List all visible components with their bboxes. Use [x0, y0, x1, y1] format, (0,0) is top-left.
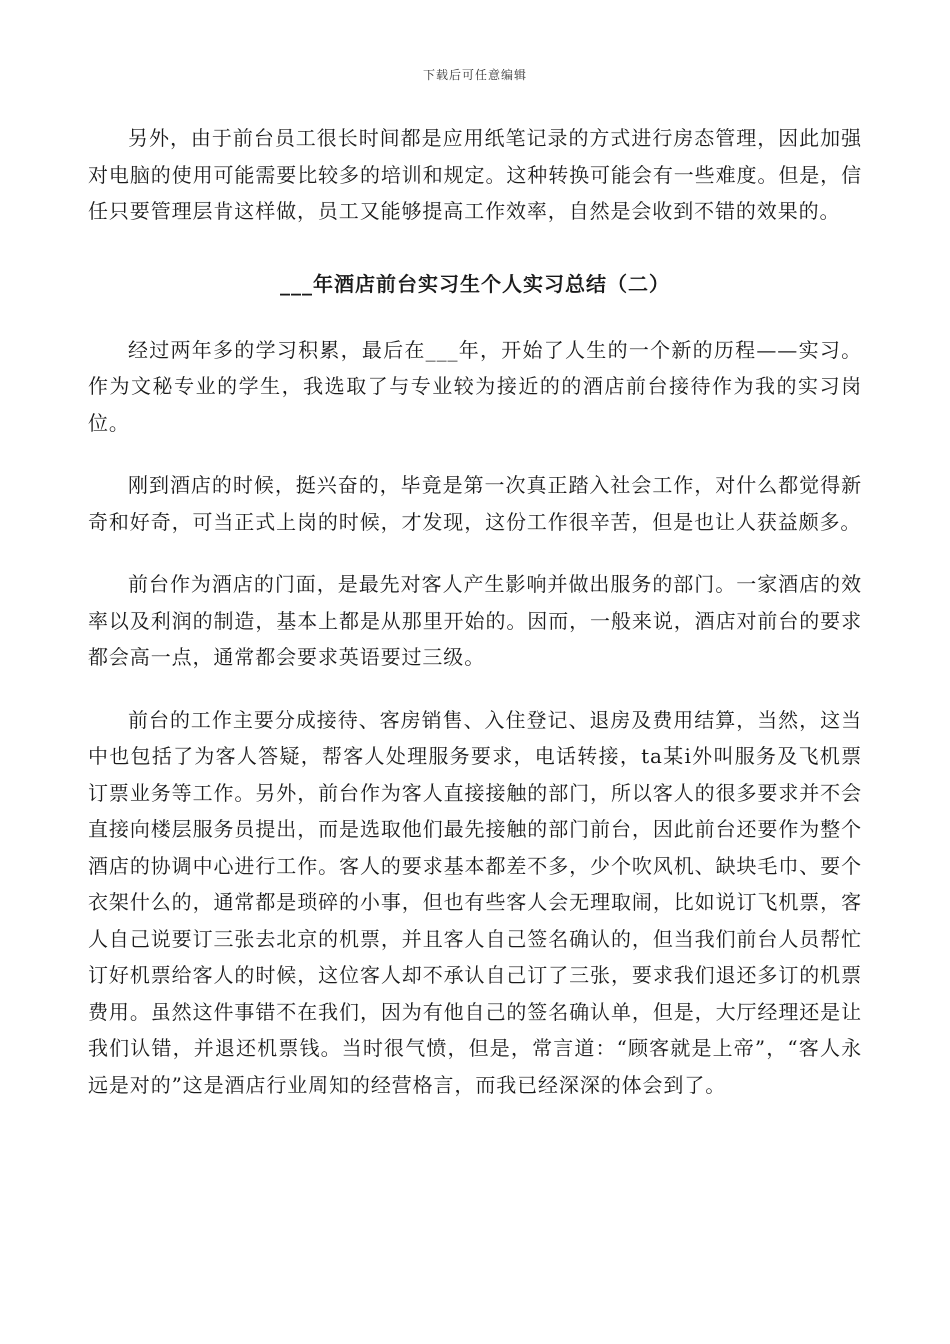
- paragraph-4: 前台的工作主要分成接待、客房销售、入住登记、退房及费用结算，当然，这当中也包括了为客人答疑，帮客人处理服务要求，电话转接，ta某i外叫服务及飞机票订票业务等工作。另外，前台作为客人直接接触的部门，所以客人的很多要求并不会直接向楼层服务员提出，而是选取他们最先接触的部门前台，因此前台还要作为整个酒店的协调中心进行工作。客人的要求基本都差不多，少个吹风机、缺块毛巾、要个衣架什么的，通常都是琐碎的小事，但也有些客人会无理取闹，比如说订飞机票，客人自己说要订三张去北京的机票，并且客人自己签名确认的，但当我们前台人员帮忙订好机票给客人的时候，这位客人却不承认自己订了三张，要求我们退还多订的机票费用。虽然这件事错不在我们，因为有他自己的签名确认单，但是，大厅经理还是让我们认错，并退还机票钱。当时很气愤，但是，常言道：“顾客就是上帝”，“客人永远是对的”这是酒店行业周知的经营格言，而我已经深深的体会到了。: [88, 707, 862, 1097]
- page-header: 下载后可任意编辑: [422, 68, 527, 82]
- paragraph-2: 刚到酒店的时候，挺兴奋的，毕竟是第一次真正踏入社会工作，对什么都觉得新奇和好奇，可当正式上岗的时候，才发现，这份工作很辛苦，但是也让人获益颇多。: [88, 473, 862, 534]
- paragraph-3: 前台作为酒店的门面，是最先对客人产生影响并做出服务的部门。一家酒店的效率以及利润的制造，基本上都是从那里开始的。因而，一般来说，酒店对前台的要求都会高一点，通常都会要求英语要过三级。: [88, 572, 862, 669]
- document-body: [88, 120, 862, 1129]
- section-title: ___年酒店前台实习生个人实习总结（二）: [280, 271, 670, 296]
- paragraph-1: 经过两年多的学习积累，最后在___年，开始了人生的一个新的历程——实习。作为文秘专业的学生，我选取了与专业较为接近的的酒店前台接待作为我的实习岗位。: [88, 337, 862, 435]
- paragraph-intro: 另外，由于前台员工很长时间都是应用纸笔记录的方式进行房态管理，因此加强对电脑的使用可能需要比较多的培训和规定。这种转换可能会有一些难度。但是，信任只要管理层肯这样做，员工又能够提高工作效率，自然是会收到不错的效果的。: [88, 126, 862, 223]
